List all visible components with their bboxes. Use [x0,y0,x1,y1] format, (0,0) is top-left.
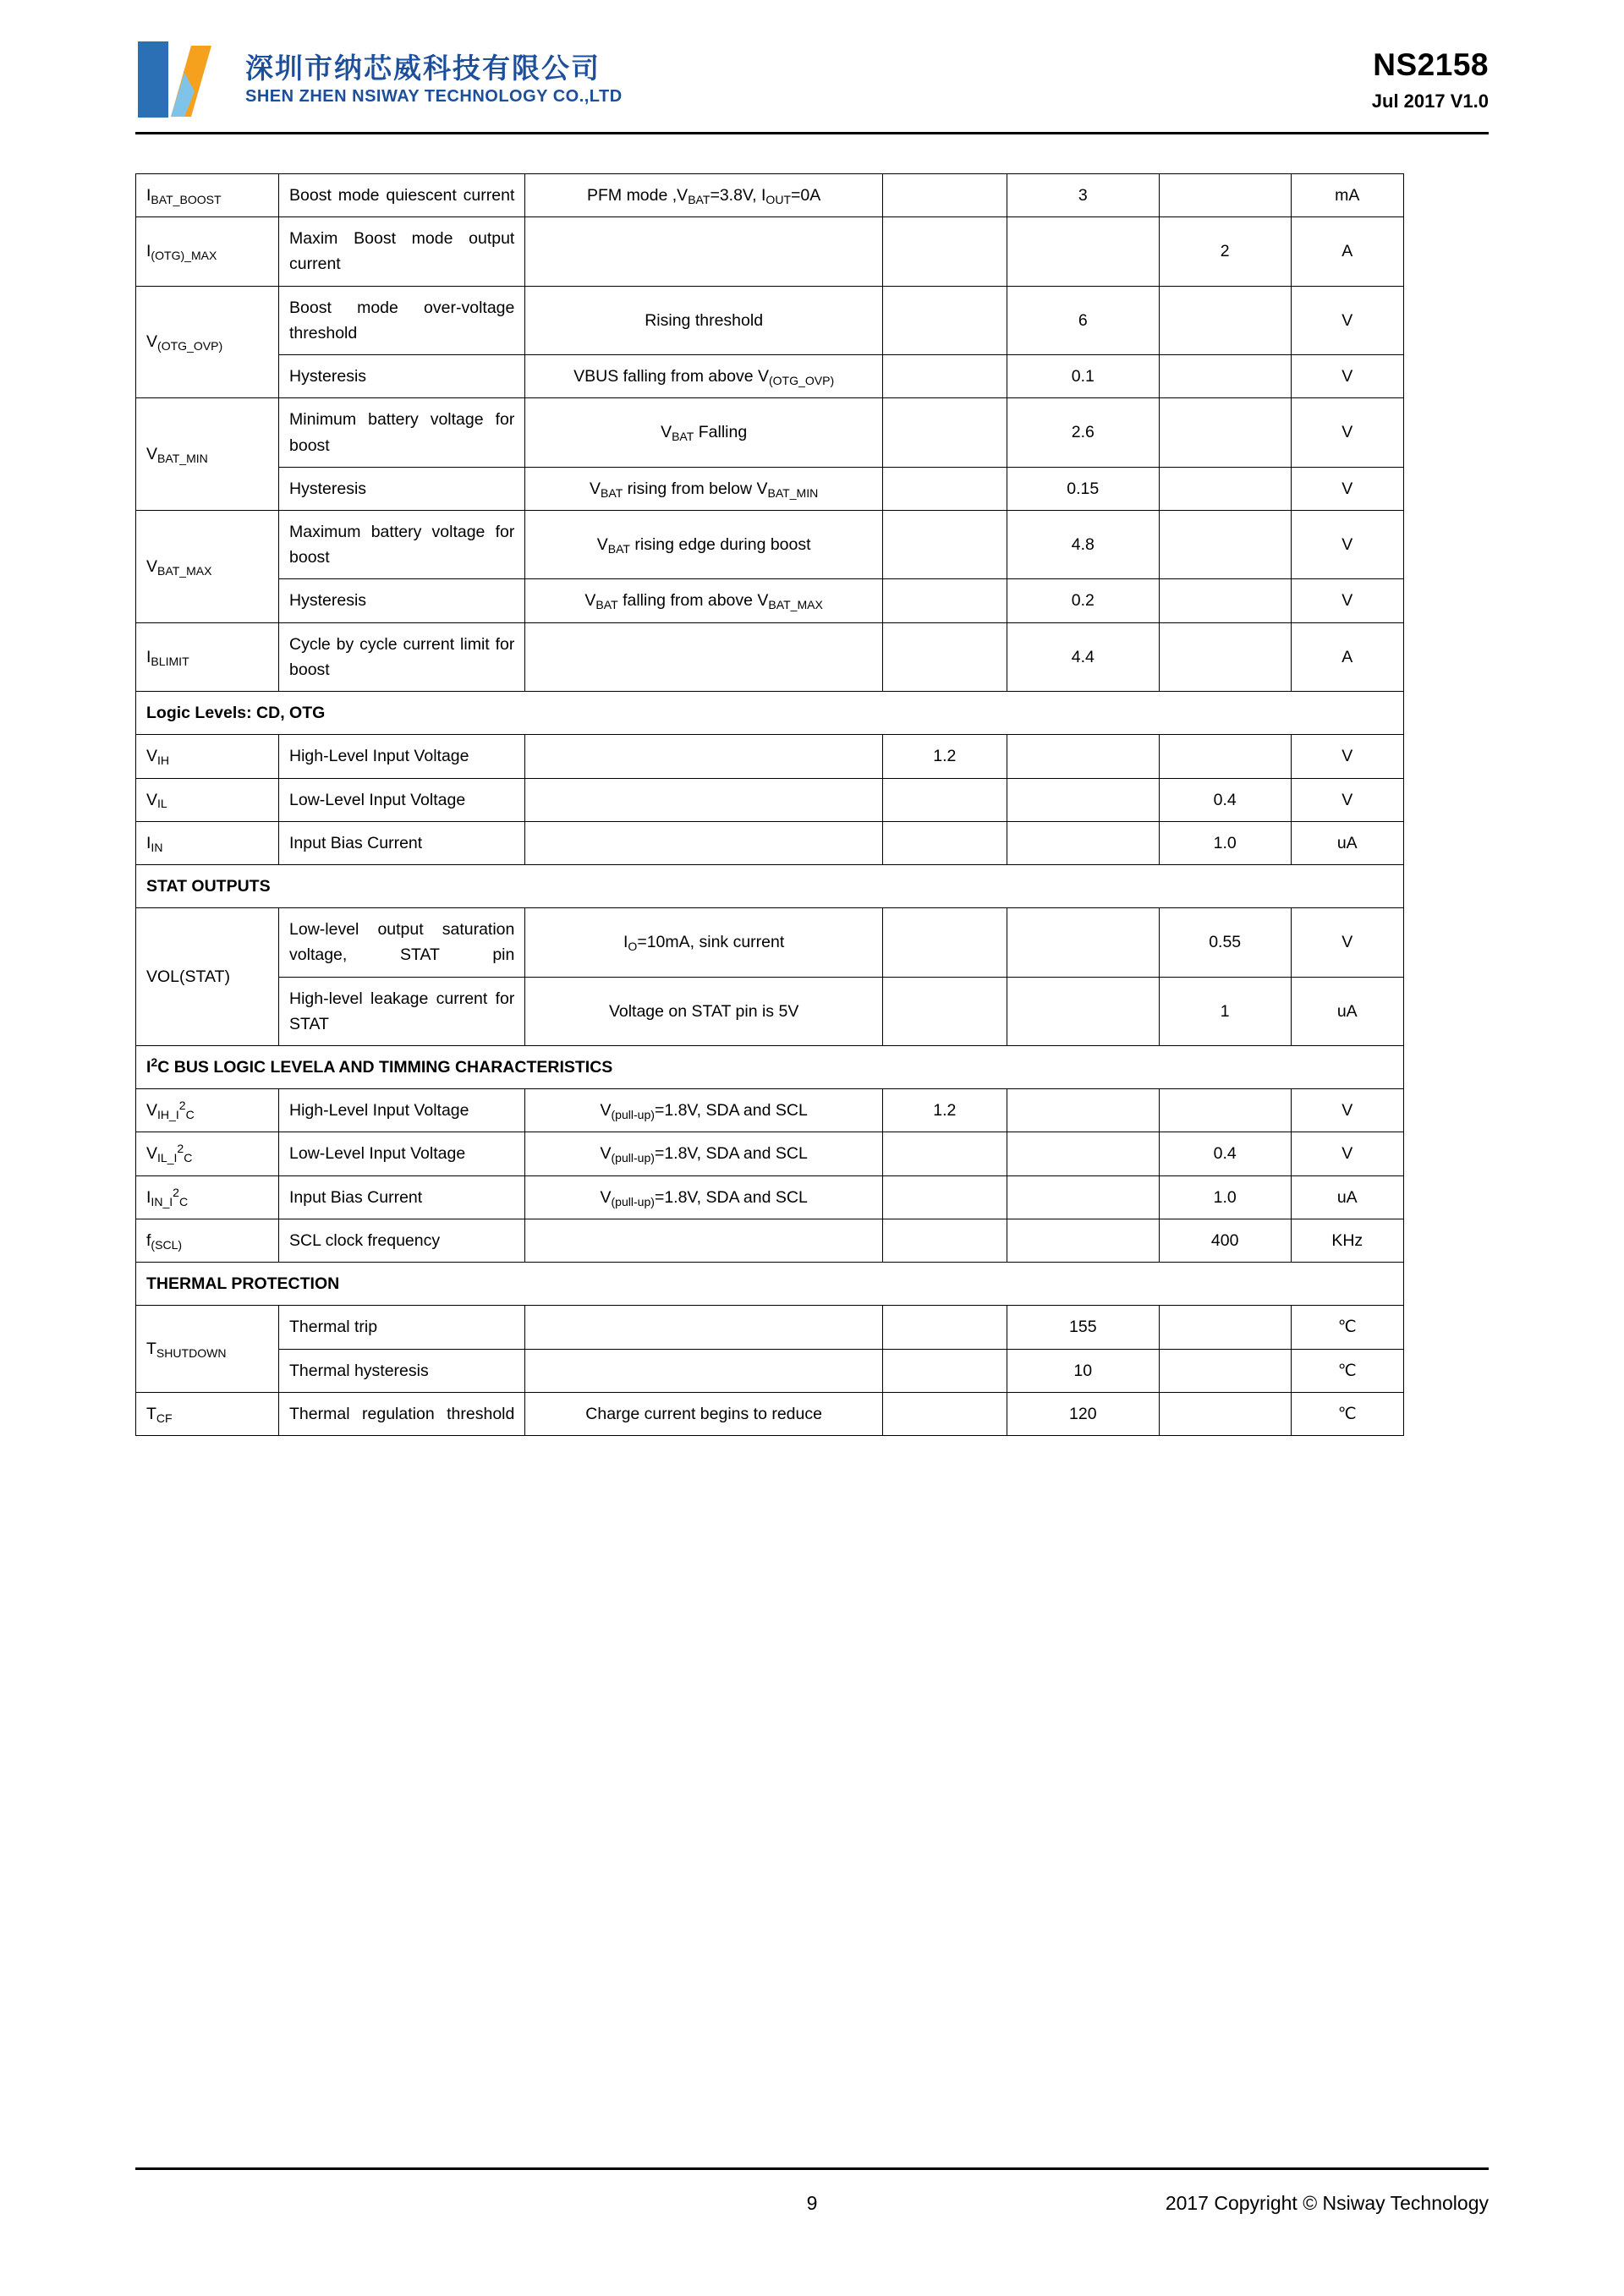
cell-max: 1.0 [1159,821,1291,864]
cell-symbol: $I_{(OTG)\_MAX}$ [136,217,279,286]
cell-typ [1007,217,1159,286]
cell-typ [1007,735,1159,778]
cell-max [1159,735,1291,778]
cell-parameter: Maxim Boost mode output current [279,217,525,286]
spec-table-wrapper [135,173,1489,1436]
cell-condition: Voltage on STAT pin is 5V [525,977,883,1045]
cell-max: 1 [1159,977,1291,1045]
table-row [136,821,1404,864]
cell-unit: V [1291,467,1403,510]
cell-parameter: High-Level Input Voltage [279,1089,525,1132]
cell-typ: 10 [1007,1349,1159,1392]
table-row [136,286,1404,354]
cell-parameter: Input Bias Current [279,1175,525,1219]
cell-condition: $V_{(pull-up)}=1.8V$, SDA and SCL [525,1089,883,1132]
cell-typ: 120 [1007,1392,1159,1435]
cell-min [882,579,1007,622]
cell-symbol: $I_{BAT\_BOOST}$ [136,174,279,217]
cell-unit: V [1291,1089,1403,1132]
cell-min [882,977,1007,1045]
table-row [136,977,1404,1045]
cell-max: 2 [1159,217,1291,286]
cell-condition: VBUS falling from above $V_{(OTG\_OVP)}$ [525,355,883,398]
cell-max [1159,579,1291,622]
table-section-header [136,1263,1404,1306]
cell-parameter: Hysteresis [279,467,525,510]
cell-symbol: VOL(STAT) [136,908,279,1046]
cell-symbol: $I_{BLIMIT}$ [136,622,279,691]
table-body [136,174,1404,1436]
cell-max: 1.0 [1159,1175,1291,1219]
cell-parameter: Maximum battery voltage for boost [279,510,525,578]
cell-condition [525,778,883,821]
cell-condition: $V_{(pull-up)}=1.8V$, SDA and SCL [525,1175,883,1219]
cell-typ [1007,908,1159,977]
cell-max [1159,510,1291,578]
cell-max [1159,622,1291,691]
table-row [136,735,1404,778]
cell-min [882,467,1007,510]
cell-max [1159,1306,1291,1349]
table-row [136,510,1404,578]
cell-max [1159,1089,1291,1132]
cell-parameter: Boost mode quiescent current [279,174,525,217]
cell-symbol: $V_{IL}$ [136,778,279,821]
footer-content [135,2192,1489,2215]
copyright-notice: 2017 Copyright © Nsiway Technology [1165,2192,1489,2214]
cell-unit: mA [1291,174,1403,217]
table-row [136,398,1404,467]
cell-parameter: SCL clock frequency [279,1219,525,1262]
table-section-header [136,1046,1404,1089]
cell-unit: ℃ [1291,1392,1403,1435]
cell-min [882,1132,1007,1175]
cell-condition: $V_{BAT}$ falling from above $V_{BAT\_MAX}$ [525,579,883,622]
cell-symbol: $T_{SHUTDOWN}$ [136,1306,279,1392]
cell-condition [525,821,883,864]
cell-unit: V [1291,286,1403,354]
cell-min [882,908,1007,977]
cell-symbol: $V_{(OTG\_OVP)}$ [136,286,279,398]
document-revision: Jul 2017 V1.0 [1371,90,1489,112]
cell-min [882,821,1007,864]
cell-symbol: $V_{BAT\_MIN}$ [136,398,279,511]
cell-typ [1007,977,1159,1045]
cell-condition [525,1219,883,1262]
cell-symbol: $V_{IH\_I}^2_C$ [136,1089,279,1132]
table-row [136,908,1404,977]
cell-parameter: High-Level Input Voltage [279,735,525,778]
company-name-en: SHEN ZHEN NSIWAY TECHNOLOGY CO.,LTD [245,87,623,107]
table-row [136,1175,1404,1219]
cell-parameter: Low-Level Input Voltage [279,1132,525,1175]
part-number: NS2158 [1373,47,1489,83]
cell-symbol: $V_{IH}$ [136,735,279,778]
cell-symbol: $I_{IN}$ [136,821,279,864]
table-row [136,1349,1404,1392]
cell-max [1159,355,1291,398]
nsiway-logo-icon [135,39,227,120]
cell-typ [1007,1175,1159,1219]
cell-max [1159,286,1291,354]
cell-typ: 2.6 [1007,398,1159,467]
table-section-header [136,692,1404,735]
cell-typ: 0.15 [1007,467,1159,510]
cell-condition [525,622,883,691]
table-row [136,467,1404,510]
table-row [136,622,1404,691]
cell-parameter: Low-Level Input Voltage [279,778,525,821]
cell-parameter: High-level leakage current for STAT [279,977,525,1045]
cell-parameter: Thermal regulation threshold [279,1392,525,1435]
document-identity [1372,46,1489,113]
table-row [136,1392,1404,1435]
cell-unit: V [1291,735,1403,778]
cell-unit: A [1291,217,1403,286]
cell-max: 0.4 [1159,1132,1291,1175]
section-title-thermal-protection: THERMAL PROTECTION [136,1263,1404,1306]
cell-typ: 155 [1007,1306,1159,1349]
cell-parameter: Boost mode over-voltage threshold [279,286,525,354]
table-row [136,778,1404,821]
cell-parameter: Input Bias Current [279,821,525,864]
company-branding [135,39,623,120]
cell-min: 1.2 [882,1089,1007,1132]
cell-condition: $V_{(pull-up)}=1.8V$, SDA and SCL [525,1132,883,1175]
cell-unit: uA [1291,821,1403,864]
cell-typ: 0.2 [1007,579,1159,622]
cell-typ [1007,821,1159,864]
header-divider [135,132,1489,134]
cell-parameter: Minimum battery voltage for boost [279,398,525,467]
table-row [136,217,1404,286]
cell-symbol: $f_{(SCL)}$ [136,1219,279,1262]
cell-min [882,286,1007,354]
cell-typ: 6 [1007,286,1159,354]
table-row [136,355,1404,398]
cell-unit: V [1291,355,1403,398]
cell-typ: 3 [1007,174,1159,217]
cell-symbol: $V_{BAT\_MAX}$ [136,510,279,622]
cell-condition: $V_{BAT}$ rising from below $V_{BAT\_MIN}$ [525,467,883,510]
cell-max: 400 [1159,1219,1291,1262]
page-header [0,0,1624,120]
cell-condition: $V_{BAT}$ Falling [525,398,883,467]
cell-parameter: Cycle by cycle current limit for boost [279,622,525,691]
cell-unit: A [1291,622,1403,691]
cell-typ [1007,778,1159,821]
footer-divider [135,2167,1489,2170]
cell-condition [525,1349,883,1392]
section-title-stat-outputs: STAT OUTPUTS [136,864,1404,907]
cell-unit: V [1291,510,1403,578]
cell-unit: V [1291,398,1403,467]
cell-condition: Rising threshold [525,286,883,354]
cell-min [882,398,1007,467]
table-section-header [136,864,1404,907]
cell-min [882,1175,1007,1219]
cell-max: 0.55 [1159,908,1291,977]
cell-unit: V [1291,579,1403,622]
cell-min [882,355,1007,398]
cell-symbol: $T_{CF}$ [136,1392,279,1435]
cell-parameter: Low-level output saturation voltage, STAT pin [279,908,525,977]
cell-typ [1007,1132,1159,1175]
cell-condition: Charge current begins to reduce [525,1392,883,1435]
table-row [136,579,1404,622]
cell-unit: ℃ [1291,1306,1403,1349]
table-row [136,174,1404,217]
cell-min [882,174,1007,217]
cell-typ: 4.8 [1007,510,1159,578]
cell-max [1159,467,1291,510]
table-row [136,1089,1404,1132]
cell-symbol: $V_{IL\_I}^2_C$ [136,1132,279,1175]
cell-typ [1007,1219,1159,1262]
cell-min [882,1392,1007,1435]
cell-typ: 4.4 [1007,622,1159,691]
cell-parameter: Thermal trip [279,1306,525,1349]
cell-parameter: Hysteresis [279,355,525,398]
cell-max: 0.4 [1159,778,1291,821]
cell-typ [1007,1089,1159,1132]
page-footer [135,2167,1489,2215]
cell-condition [525,1306,883,1349]
cell-max [1159,1392,1291,1435]
cell-unit: uA [1291,977,1403,1045]
cell-min [882,1219,1007,1262]
cell-max [1159,1349,1291,1392]
cell-min [882,1306,1007,1349]
cell-unit: KHz [1291,1219,1403,1262]
section-title-logic-levels: Logic Levels: CD, OTG [136,692,1404,735]
cell-min [882,1349,1007,1392]
table-row [136,1132,1404,1175]
cell-parameter: Hysteresis [279,579,525,622]
cell-parameter: Thermal hysteresis [279,1349,525,1392]
cell-condition: PFM mode $,V_{BAT}=3.8V$, $I_{OUT}=0A$ [525,174,883,217]
page-number: 9 [806,2192,818,2214]
electrical-characteristics-table [135,173,1404,1436]
section-title-i2c-bus: $I^2C$ BUS LOGIC LEVELA AND TIMMING CHARACTERISTICS [136,1046,1404,1089]
cell-condition [525,217,883,286]
company-name-block [245,52,623,107]
cell-min [882,217,1007,286]
table-row [136,1306,1404,1349]
cell-min [882,622,1007,691]
cell-unit: uA [1291,1175,1403,1219]
cell-condition [525,735,883,778]
cell-symbol: $I_{IN\_I}^2_C$ [136,1175,279,1219]
cell-min: 1.2 [882,735,1007,778]
cell-unit: V [1291,1132,1403,1175]
cell-unit: V [1291,908,1403,977]
cell-max [1159,174,1291,217]
cell-min [882,510,1007,578]
table-row [136,1219,1404,1262]
cell-max [1159,398,1291,467]
cell-min [882,778,1007,821]
company-name-cn: 深圳市纳芯威科技有限公司 [245,52,601,84]
cell-typ: 0.1 [1007,355,1159,398]
cell-condition: $I_O=10mA$, sink current [525,908,883,977]
cell-unit: V [1291,778,1403,821]
cell-unit: ℃ [1291,1349,1403,1392]
cell-condition: $V_{BAT}$ rising edge during boost [525,510,883,578]
